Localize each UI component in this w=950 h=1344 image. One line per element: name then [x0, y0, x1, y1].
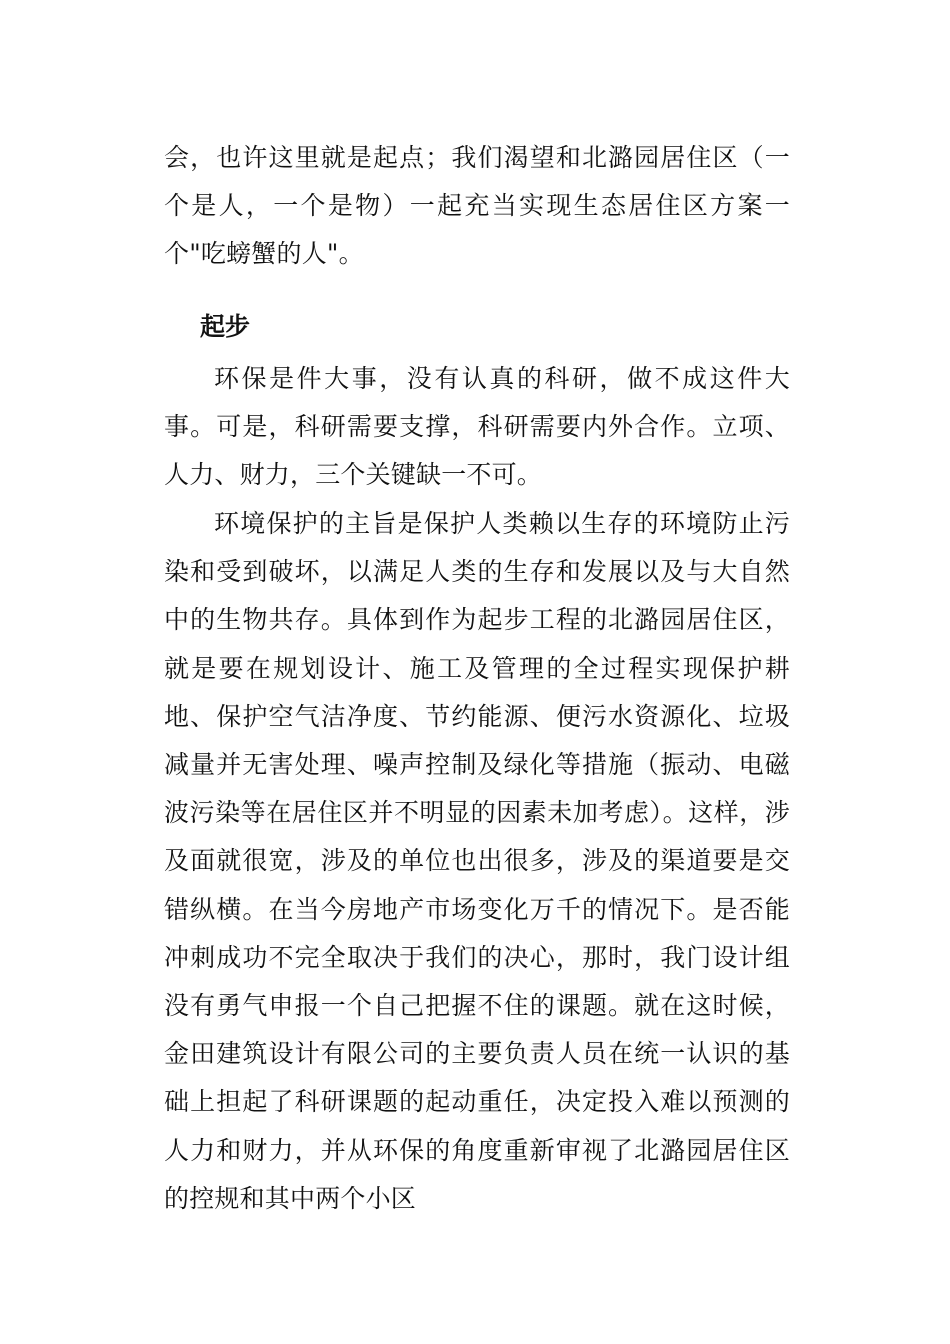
body-paragraph-1: 环保是件大事，没有认真的科研，做不成这件大事。可是，科研需要支撑，科研需要内外合作。立项、人力、财力，三个关键缺一不可。: [164, 364, 790, 490]
body-paragraph-2: 环境保护的主旨是保护人类赖以生存的环境防止污染和受到破坏，以满足人类的生存和发展以及与大自然中的生物共存。具体到作为起步工程的北潞园居住区，就是要在规划设计、施工及管理的全过程实现保护耕地、保护空气洁净度、节约能源、便污水资源化、垃圾减量并无害处理、噪声控制及绿化等措施（振动、电磁波污染等在居住区并不明显的因素未加考虑）。这样，涉及面就很宽，涉及的单位也出很多，涉及的渠道要是交错纵横。在当今房地产市场变化万千的情况下。是否能冲刺成功不完全取决于我们的决心，那时，我门设计组没有勇气申报一个自己把握不住的课题。就在这时候，金田建筑设计有限公司的主要负责人员在统一认识的基础上担起了科研课题的起动重任，决定投入难以预测的人力和财力，并从环保的角度重新审视了北潞园居住区的控规和其中两个小区: [164, 509, 790, 1213]
continued-paragraph: 会，也许这里就是起点；我们渴望和北潞园居住区（一个是人，一个是物）一起充当实现生态居住区方案一个"吃螃蟹的人"。: [164, 143, 790, 269]
section-heading: 起步: [200, 312, 251, 341]
